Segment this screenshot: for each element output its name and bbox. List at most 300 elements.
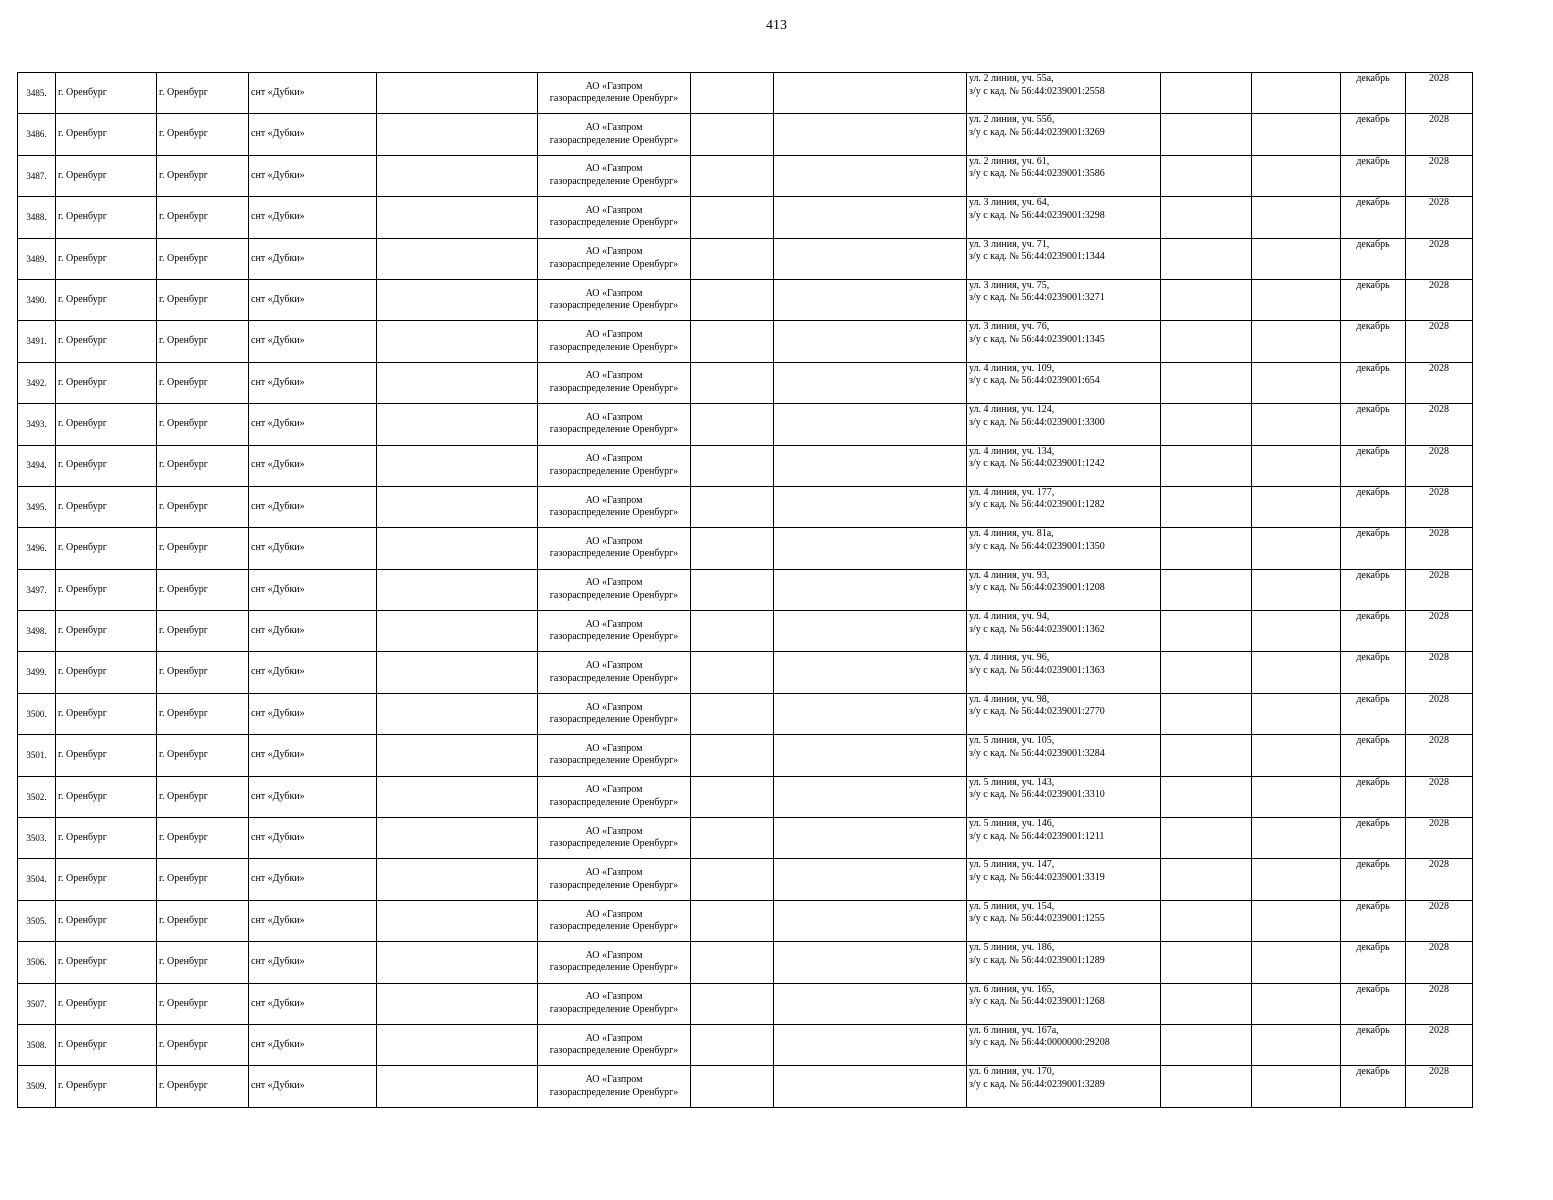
organization-line-1: АО «Газпром [585,453,643,465]
locality: г. Оренбург [159,335,208,347]
address: ул. 5 линия, уч. 147, [969,859,1055,871]
locality-cell [157,693,249,734]
year: 2028 [1429,983,1449,995]
municipality-cell [56,362,157,403]
empty-cell [1161,859,1252,900]
month-cell [1341,321,1406,362]
year: 2028 [1429,238,1449,250]
empty-cell [377,1066,538,1107]
table-row [18,652,1473,693]
organization-cell [538,114,691,155]
municipality: г. Оренбург [58,997,107,1009]
month-cell [1341,1066,1406,1107]
cadastral-number: з/у с кад. № 56:44:0239001:3298 [969,209,1105,221]
month: декабрь [1356,73,1390,84]
empty-cell [377,611,538,652]
row-number: 3500. [26,708,47,719]
row-number: 3486. [26,129,47,140]
year-cell [1406,1024,1473,1065]
row-number-cell [18,693,56,734]
year-cell [1406,900,1473,941]
territory-cell [249,652,377,693]
month-cell [1341,279,1406,320]
empty-cell [377,693,538,734]
territory: снт «Дубки» [251,376,305,388]
month-cell [1341,404,1406,445]
year: 2028 [1429,735,1449,747]
municipality-cell [56,611,157,652]
locality-cell [157,486,249,527]
empty-cell [377,859,538,900]
row-number-cell [18,859,56,900]
territory: снт «Дубки» [251,625,305,637]
table-row [18,362,1473,403]
address: ул. 5 линия, уч. 143, [969,776,1055,788]
territory: снт «Дубки» [251,459,305,471]
month-cell [1341,735,1406,776]
row-number-cell [18,776,56,817]
organization-line-1: АО «Газпром [585,908,643,920]
organization-cell [538,942,691,983]
organization-line-2: газораспределение Оренбург» [549,341,679,353]
organization-line-2: газораспределение Оренбург» [549,921,679,932]
locality: г. Оренбург [159,790,208,802]
municipality: г. Оренбург [58,211,107,223]
locality-cell [157,569,249,610]
empty-cell [691,114,774,155]
row-number: 3487. [26,170,47,181]
municipality-cell [56,859,157,900]
territory: снт «Дубки» [251,666,305,678]
municipality: г. Оренбург [58,459,107,471]
locality-cell [157,900,249,941]
locality-cell [157,73,249,114]
empty-cell [1252,197,1341,238]
empty-cell [774,983,967,1024]
empty-cell [377,1024,538,1065]
organization-line-2: газораспределение Оренбург» [549,93,679,105]
organization-line-2: газораспределение Оренбург» [549,838,679,850]
locality: г. Оренбург [159,956,208,968]
territory-cell [249,983,377,1024]
row-number: 3489. [26,253,47,264]
row-number-cell [18,114,56,155]
municipality: г. Оренбург [58,873,107,885]
address-cell [967,238,1161,279]
organization-cell [538,611,691,652]
year-cell [1406,818,1473,859]
registry-body [18,73,1473,1108]
month-cell [1341,362,1406,403]
year: 2028 [1429,652,1449,664]
empty-cell [691,1066,774,1107]
empty-cell [774,818,967,859]
year: 2028 [1429,279,1449,291]
cadastral-number: з/у с кад. № 56:44:0239001:1255 [969,913,1105,925]
address: ул. 3 линия, уч. 76, [969,321,1050,333]
row-number: 3503. [26,832,47,843]
municipality: г. Оренбург [58,914,107,926]
locality: г. Оренбург [159,666,208,678]
year: 2028 [1429,776,1449,788]
row-number-cell [18,652,56,693]
address: ул. 4 линия, уч. 96, [969,652,1050,664]
organization-cell [538,279,691,320]
territory: снт «Дубки» [251,335,305,347]
locality: г. Оренбург [159,831,208,843]
organization-cell [538,486,691,527]
month: декабрь [1356,859,1390,871]
locality: г. Оренбург [159,459,208,471]
territory: снт «Дубки» [251,997,305,1009]
empty-cell [1252,859,1341,900]
row-number-cell [18,900,56,941]
empty-cell [1161,735,1252,776]
row-number-cell [18,197,56,238]
municipality: г. Оренбург [58,86,107,98]
empty-cell [1161,983,1252,1024]
locality: г. Оренбург [159,169,208,181]
organization-line-2: газораспределение Оренбург» [549,672,679,684]
empty-cell [377,900,538,941]
year-cell [1406,942,1473,983]
row-number-cell [18,569,56,610]
organization-line-2: газораспределение Оренбург» [549,1045,679,1057]
table-row [18,693,1473,734]
municipality-cell [56,197,157,238]
organization-line-2: газораспределение Оренбург» [549,258,679,270]
year: 2028 [1429,155,1449,167]
empty-cell [1252,445,1341,486]
cadastral-number: з/у с кад. № 56:44:0239001:1211 [969,830,1105,842]
municipality: г. Оренбург [58,583,107,595]
locality: г. Оренбург [159,583,208,595]
locality: г. Оренбург [159,128,208,140]
empty-cell [1252,155,1341,196]
locality-cell [157,238,249,279]
empty-cell [1161,445,1252,486]
address-cell [967,362,1161,403]
row-number-cell [18,321,56,362]
territory-cell [249,404,377,445]
month: декабрь [1356,818,1390,830]
month-cell [1341,486,1406,527]
municipality: г. Оренбург [58,707,107,719]
territory-cell [249,279,377,320]
month: декабрь [1356,528,1390,540]
row-number-cell [18,735,56,776]
municipality: г. Оренбург [58,335,107,347]
address: ул. 4 линия, уч. 98, [969,693,1050,705]
empty-cell [377,155,538,196]
municipality-cell [56,528,157,569]
year: 2028 [1429,611,1449,623]
organization-line-1: АО «Газпром [585,991,643,1003]
empty-cell [1161,279,1252,320]
locality-cell [157,942,249,983]
empty-cell [691,155,774,196]
municipality: г. Оренбург [58,831,107,843]
organization-line-1: АО «Газпром [585,577,643,589]
address: ул. 4 линия, уч. 93, [969,569,1050,581]
month-cell [1341,1024,1406,1065]
table-row [18,942,1473,983]
organization-line-1: АО «Газпром [585,80,643,92]
municipality-cell [56,486,157,527]
row-number: 3508. [26,1039,47,1050]
organization-cell [538,73,691,114]
municipality-cell [56,114,157,155]
territory-cell [249,818,377,859]
table-row [18,983,1473,1024]
territory-cell [249,569,377,610]
empty-cell [377,197,538,238]
locality-cell [157,859,249,900]
year-cell [1406,611,1473,652]
empty-cell [1252,1024,1341,1065]
territory: снт «Дубки» [251,583,305,595]
empty-cell [1252,611,1341,652]
empty-cell [774,238,967,279]
empty-cell [774,197,967,238]
cadastral-number: з/у с кад. № 56:44:0239001:1242 [969,458,1105,470]
empty-cell [691,693,774,734]
empty-cell [774,735,967,776]
year-cell [1406,859,1473,900]
organization-line-1: АО «Газпром [585,163,643,175]
organization-line-2: газораспределение Оренбург» [549,1003,679,1015]
empty-cell [691,73,774,114]
year-cell [1406,735,1473,776]
month-cell [1341,238,1406,279]
year: 2028 [1429,362,1449,374]
year-cell [1406,404,1473,445]
empty-cell [1161,114,1252,155]
locality-cell [157,114,249,155]
month: декабрь [1356,693,1390,705]
empty-cell [774,528,967,569]
row-number-cell [18,362,56,403]
organization-cell [538,900,691,941]
year: 2028 [1429,114,1449,126]
year: 2028 [1429,486,1449,498]
year: 2028 [1429,404,1449,416]
organization-line-2: газораспределение Оренбург» [549,714,679,726]
address: ул. 3 линия, уч. 75, [969,279,1050,291]
territory: снт «Дубки» [251,86,305,98]
territory-cell [249,693,377,734]
organization-cell [538,818,691,859]
municipality: г. Оренбург [58,1038,107,1050]
territory: снт «Дубки» [251,252,305,264]
organization-cell [538,155,691,196]
locality-cell [157,321,249,362]
year-cell [1406,73,1473,114]
empty-cell [377,652,538,693]
row-number-cell [18,279,56,320]
table-row [18,735,1473,776]
address: ул. 3 линия, уч. 71, [969,238,1050,250]
municipality: г. Оренбург [58,128,107,140]
table-row [18,1066,1473,1107]
year-cell [1406,693,1473,734]
territory-cell [249,611,377,652]
organization-line-1: АО «Газпром [585,867,643,879]
locality: г. Оренбург [159,376,208,388]
empty-cell [1252,693,1341,734]
empty-cell [691,279,774,320]
row-number-cell [18,818,56,859]
locality-cell [157,1024,249,1065]
empty-cell [377,238,538,279]
empty-cell [691,362,774,403]
organization-line-2: газораспределение Оренбург» [549,217,679,229]
municipality-cell [56,983,157,1024]
empty-cell [1161,197,1252,238]
address: ул. 4 линия, уч. 177, [969,486,1055,498]
row-number: 3498. [26,626,47,637]
organization-cell [538,528,691,569]
month: декабрь [1356,404,1390,416]
address: ул. 4 линия, уч. 94, [969,611,1050,623]
territory: снт «Дубки» [251,500,305,512]
address-cell [967,900,1161,941]
cadastral-number: з/у с кад. № 56:44:0239001:3319 [969,871,1105,883]
empty-cell [691,818,774,859]
address: ул. 4 линия, уч. 81а, [969,528,1054,540]
row-number: 3495. [26,501,47,512]
row-number-cell [18,528,56,569]
territory-cell [249,445,377,486]
cadastral-number: з/у с кад. № 56:44:0239001:1363 [969,664,1105,676]
row-number-cell [18,942,56,983]
organization-line-1: АО «Газпром [585,949,643,961]
territory-cell [249,1024,377,1065]
territory-cell [249,900,377,941]
address-cell [967,776,1161,817]
organization-cell [538,238,691,279]
municipality-cell [56,818,157,859]
empty-cell [1161,528,1252,569]
empty-cell [1161,818,1252,859]
row-number-cell [18,1024,56,1065]
organization-line-1: АО «Газпром [585,784,643,796]
municipality-cell [56,1024,157,1065]
cadastral-number: з/у с кад. № 56:44:0000000:29208 [969,1037,1110,1049]
row-number-cell [18,445,56,486]
month: декабрь [1356,155,1390,167]
organization-line-1: АО «Газпром [585,329,643,341]
row-number: 3502. [26,791,47,802]
address: ул. 4 линия, уч. 109, [969,362,1055,374]
municipality-cell [56,73,157,114]
year: 2028 [1429,1024,1449,1036]
organization-line-2: газораспределение Оренбург» [549,507,679,519]
month: декабрь [1356,1024,1390,1036]
year: 2028 [1429,818,1449,830]
row-number-cell [18,73,56,114]
organization-line-2: газораспределение Оренбург» [549,879,679,891]
empty-cell [1161,404,1252,445]
empty-cell [377,528,538,569]
empty-cell [774,942,967,983]
locality-cell [157,776,249,817]
municipality: г. Оренбург [58,666,107,678]
municipality-cell [56,569,157,610]
empty-cell [691,528,774,569]
row-number-cell [18,611,56,652]
municipality: г. Оренбург [58,749,107,761]
year: 2028 [1429,693,1449,705]
empty-cell [1161,73,1252,114]
empty-cell [1252,114,1341,155]
row-number-cell [18,486,56,527]
address-cell [967,735,1161,776]
organization-line-2: газораспределение Оренбург» [549,962,679,974]
empty-cell [377,942,538,983]
empty-cell [377,362,538,403]
organization-cell [538,1024,691,1065]
month: декабрь [1356,445,1390,457]
empty-cell [1252,942,1341,983]
empty-cell [691,1024,774,1065]
empty-cell [691,900,774,941]
territory: снт «Дубки» [251,211,305,223]
organization-line-2: газораспределение Оренбург» [549,134,679,146]
year: 2028 [1429,1066,1449,1078]
municipality: г. Оренбург [58,169,107,181]
organization-cell [538,652,691,693]
territory: снт «Дубки» [251,418,305,430]
month: декабрь [1356,1066,1390,1078]
cadastral-number: з/у с кад. № 56:44:0239001:1282 [969,499,1105,511]
month-cell [1341,611,1406,652]
territory-cell [249,197,377,238]
address-cell [967,73,1161,114]
row-number: 3504. [26,874,47,885]
cadastral-number: з/у с кад. № 56:44:0239001:3271 [969,292,1105,304]
empty-cell [377,321,538,362]
row-number: 3493. [26,419,47,430]
year: 2028 [1429,321,1449,333]
table-row [18,445,1473,486]
municipality-cell [56,735,157,776]
cadastral-number: з/у с кад. № 56:44:0239001:1289 [969,954,1105,966]
address-cell [967,1024,1161,1065]
empty-cell [1161,321,1252,362]
empty-cell [1252,528,1341,569]
organization-cell [538,859,691,900]
locality-cell [157,445,249,486]
empty-cell [691,942,774,983]
row-number-cell [18,983,56,1024]
territory: снт «Дубки» [251,1080,305,1092]
year: 2028 [1429,942,1449,954]
organization-line-1: АО «Газпром [585,370,643,382]
address: ул. 5 линия, уч. 105, [969,735,1055,747]
municipality: г. Оренбург [58,956,107,968]
row-number: 3499. [26,667,47,678]
locality: г. Оренбург [159,418,208,430]
address-cell [967,569,1161,610]
registry-table [17,72,1473,1108]
empty-cell [1252,279,1341,320]
municipality: г. Оренбург [58,1080,107,1092]
month: декабрь [1356,114,1390,126]
empty-cell [691,983,774,1024]
organization-line-1: АО «Газпром [585,660,643,672]
empty-cell [1252,776,1341,817]
